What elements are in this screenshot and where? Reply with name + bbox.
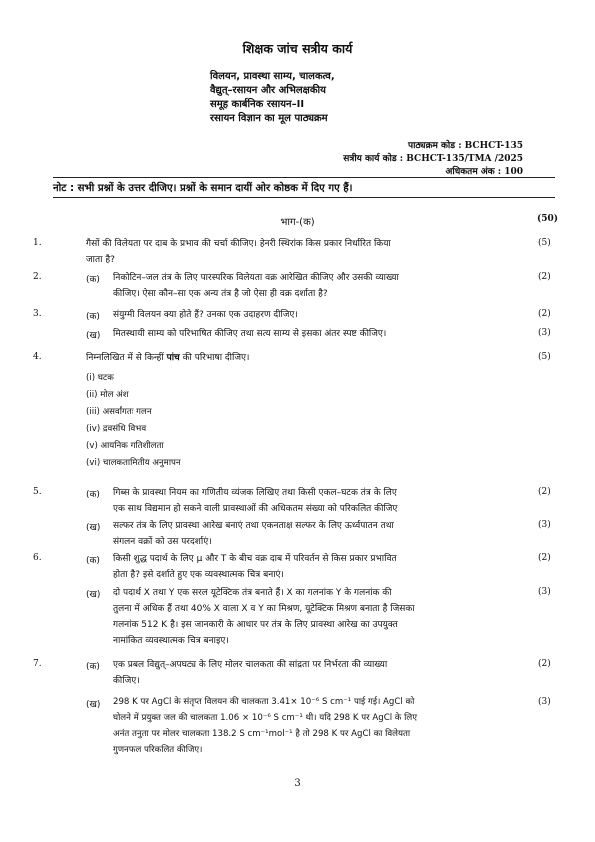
question-text: 298 K पर AgCl के संतृप्त विलयन की चालकता 3.41× 10⁻⁶ S cm⁻¹ पाई गई। AgCl को घोलने में प्रयुक्त जल की चालकता 1.06 × 10⁻⁶ S cm⁻¹ थी। यदि 298 K पर AgCl के लिए अनंत तनुता पर मोलर चालकता 138.2 S cm⁻¹mol⁻¹ है तो 298 K पर AgCl का विलेयता गुणनफल परिकलित कीजिए। [113, 697, 417, 755]
question-text: निम्नलिखित में से किन्हीं पांच की परिभाषा दीजिए। [86, 353, 250, 363]
list-item: (iii) असर्वांगतः गलन [86, 407, 152, 417]
question-marks: (2) [538, 659, 551, 669]
part-label: (ख) [86, 331, 101, 341]
question-text: मितस्थायी साम्य को परिभाषित कीजिए तथा सत्य साम्य से इसका अंतर स्पष्ट कीजिए। [113, 329, 387, 339]
question-text: दो पदार्थ X तथा Y एक सरल यूटेक्टिक तंत्र बनाते हैं। X का गलनांक Y के गलनांक की तुलना में अधिक हैं तथा 40% X वाला X व Y का मिश्रण, यूटेक्टिक मिश्रण बनाता है जिसका गलनांक 512 K है। इस जानकारी के आधार पर तंत्र के लिए प्रावस्था आरेख का उपयुक्त नामांकित व्यवस्थात्मक चित्र बनाइए। [113, 588, 415, 646]
part-label: (ख) [86, 590, 101, 600]
question-text: गैसों की विलेयता पर दाब के प्रभाव की चर्चा कीजिए। हेनरी स्थिरांक किस प्रकार निर्धारित किया जाता है? [86, 239, 391, 265]
list-item: (vi) चालकतामितीय अनुमापन [86, 458, 181, 468]
subtitle-line-1: विलयन, प्रावस्था साम्य, चालकत्व, [210, 71, 335, 82]
question-marks: (3) [538, 328, 551, 338]
subtitle-line-2: वैद्युत्–रसायन और अभिलक्षकीय [210, 85, 326, 96]
question-number: 3. [33, 309, 42, 319]
page-title: शिक्षक जांच सत्रीय कार्य [242, 41, 353, 56]
max-marks: अधिकतम अंक : 100 [445, 167, 523, 177]
divider-top [53, 177, 555, 178]
question-text: किसी शुद्ध पदार्थ के लिए μ और T के बीच वक्र दाब में परिवर्तन से किस प्रकार प्रभावित होता है? इसे दर्शाते हुए एक व्यवस्थात्मक चित्र बनाएं। [113, 554, 397, 580]
part-label: (ख) [86, 523, 101, 533]
question-number: 2. [33, 272, 42, 282]
question-number: 4. [33, 352, 42, 362]
part-label: (क) [86, 556, 100, 566]
question-number: 1. [33, 238, 42, 248]
question-text: सल्फर तंत्र के लिए प्रावस्था आरेख बनाएं तथा एकनताक्ष सल्फर के लिए ऊर्ध्वपातन तथा संगलन वक्रों को उस परदर्शाएं। [113, 521, 394, 547]
question-number: 6. [33, 553, 42, 563]
divider-bottom [53, 197, 555, 198]
part-label: (ख) [86, 700, 101, 710]
subtitle-line-3: समूह कार्बनिक रसायन–II [210, 99, 305, 110]
section-marks: (50) [537, 214, 559, 224]
question-text: निकोटिन–जल तंत्र के लिए पारस्परिक विलेयता वक्र आरेखित कीजिए और उसकी व्याख्या कीजिए। ऐसा कौन–सा एक अन्य तंत्र है जो ऐसा ही वक्र दर्शाता है? [113, 273, 399, 299]
list-item: (v) आयनिक गतिशीलता [86, 441, 164, 451]
assignment-code: सत्रीय कार्य कोड : BCHCT-135/TMA /2025 [343, 154, 523, 164]
section-title: भाग-(क) [280, 217, 315, 228]
page-number: 3 [294, 778, 301, 789]
question-marks: (2) [538, 272, 551, 282]
question-number: 7. [33, 659, 42, 669]
question-marks: (2) [538, 309, 551, 319]
part-label: (क) [86, 275, 100, 285]
question-marks: (5) [538, 352, 551, 362]
instructions-note: नोट : सभी प्रश्नों के उत्तर दीजिए। प्रश्नों के समान दायीं ओर कोष्ठक में दिए गए हैं। [53, 183, 353, 194]
list-item: (iv) द्रवसंधि विभव [86, 424, 147, 434]
question-marks: (5) [538, 238, 551, 248]
question-marks: (2) [538, 553, 551, 563]
question-text: संयुग्मी विलयन क्या होते हैं? उनका एक उदाहरण दीजिए। [113, 310, 298, 320]
course-code: पाठ्यक्रम कोड : BCHCT-135 [407, 141, 523, 151]
question-marks: (3) [538, 520, 551, 530]
question-marks: (3) [538, 697, 551, 707]
part-label: (क) [86, 490, 100, 500]
list-item: (ii) मोल अंश [86, 390, 129, 400]
part-label: (क) [86, 312, 100, 322]
subtitle-line-4: रसायन विज्ञान का मूल पाठ्यक्रम [210, 113, 328, 124]
list-item: (i) घटक [86, 373, 114, 383]
question-marks: (2) [538, 487, 551, 497]
question-text: गिब्स के प्रावस्था नियम का गणितीय व्यंजक लिखिए तथा किसी एकल–घटक तंत्र के लिए एक साथ विद्यमान हो सकने वाली प्रावस्थाओं की अधिकतम संख्या को परिकलित कीजिए [113, 488, 398, 514]
part-label: (क) [86, 662, 100, 672]
question-marks: (3) [538, 587, 551, 597]
question-text: एक प्रबल विद्युत्–अपघट्य के लिए मोलर चालकता की सांद्रता पर निर्भरता की व्याख्या कीजिए। [113, 660, 388, 686]
question-number: 5. [33, 487, 42, 497]
